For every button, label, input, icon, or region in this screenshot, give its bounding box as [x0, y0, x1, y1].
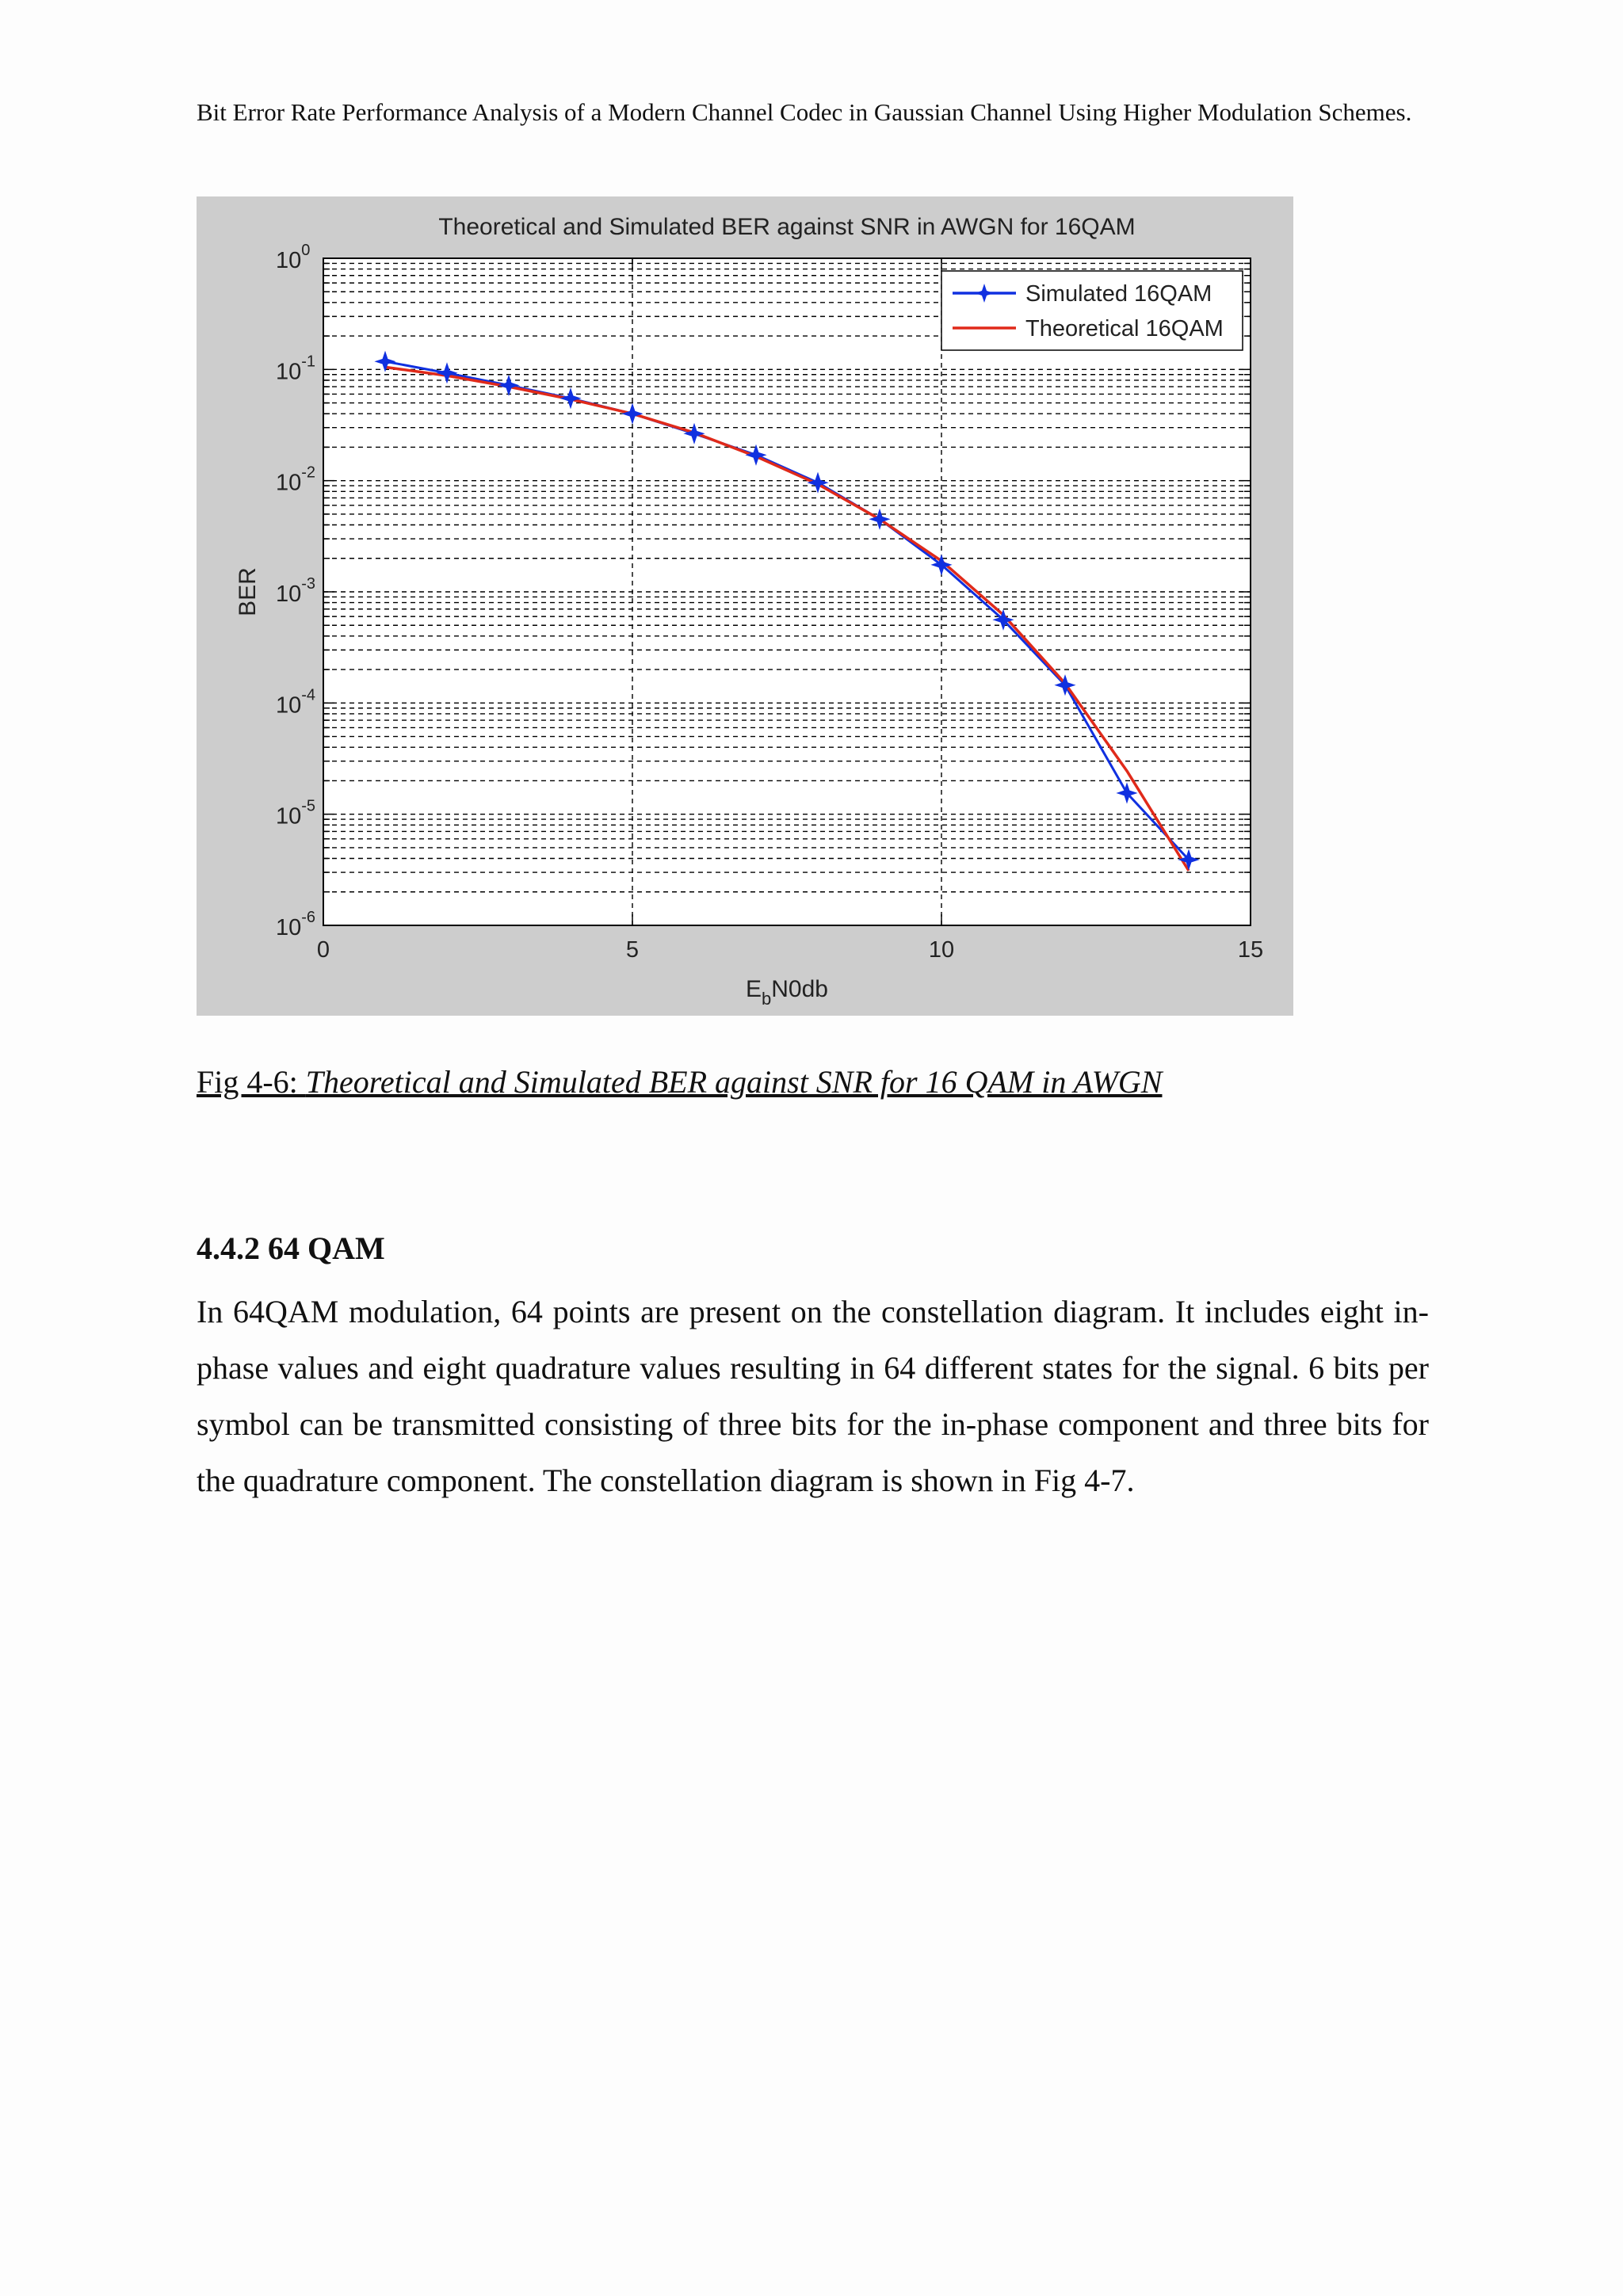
x-tick-label: 10 — [928, 937, 955, 963]
figure-4-6 — [197, 196, 1293, 1016]
y-tick-label: $10^{-5}$ — [276, 797, 316, 830]
caption-title: Theoretical and Simulated BER against SNR for 16 QAM in AWGN — [305, 1064, 1163, 1100]
y-tick-label: $10^{-2}$ — [276, 463, 316, 496]
legend-label: Theoretical 16QAM — [1025, 316, 1224, 341]
x-tick-label: 0 — [316, 937, 330, 963]
caption-prefix: Fig 4-6: — [197, 1064, 306, 1100]
running-header: Bit Error Rate Performance Analysis of a Modern Channel Codec in Gaussian Channel Using Higher Modulation Schemes. — [197, 98, 1412, 126]
y-tick-label: $10^{-1}$ — [276, 353, 316, 385]
y-axis-label: BER — [235, 567, 261, 616]
y-tick-label: $10^{-6}$ — [276, 909, 316, 940]
x-tick-label: 15 — [1237, 937, 1264, 963]
chart-title: Theoretical and Simulated BER against SNR in AWGN for 16QAM — [438, 214, 1136, 240]
y-tick-label: $10^0$ — [276, 242, 311, 273]
y-tick-label: $10^{-4}$ — [276, 686, 316, 719]
x-axis-label: $E_bN0db$ — [746, 976, 828, 1009]
body-paragraph: In 64QAM modulation, 64 points are present on the constellation diagram. It includes eight in-phase values and eight quadrature values resulting in 64 different states for the signal. 6 bits per symbol can be transmitted consisting of three bits for the in-phase component and three bits for the quadrature component. The constellation diagram is shown in Fig 4-7. — [197, 1294, 1429, 1498]
y-tick-label: $10^{-3}$ — [276, 575, 316, 607]
legend-label: Simulated 16QAM — [1025, 281, 1212, 307]
section-heading: 4.4.2 64 QAM — [197, 1230, 385, 1266]
ber-chart — [197, 196, 1293, 1016]
figure-caption — [197, 1062, 1162, 1103]
x-tick-label: 5 — [625, 937, 640, 963]
